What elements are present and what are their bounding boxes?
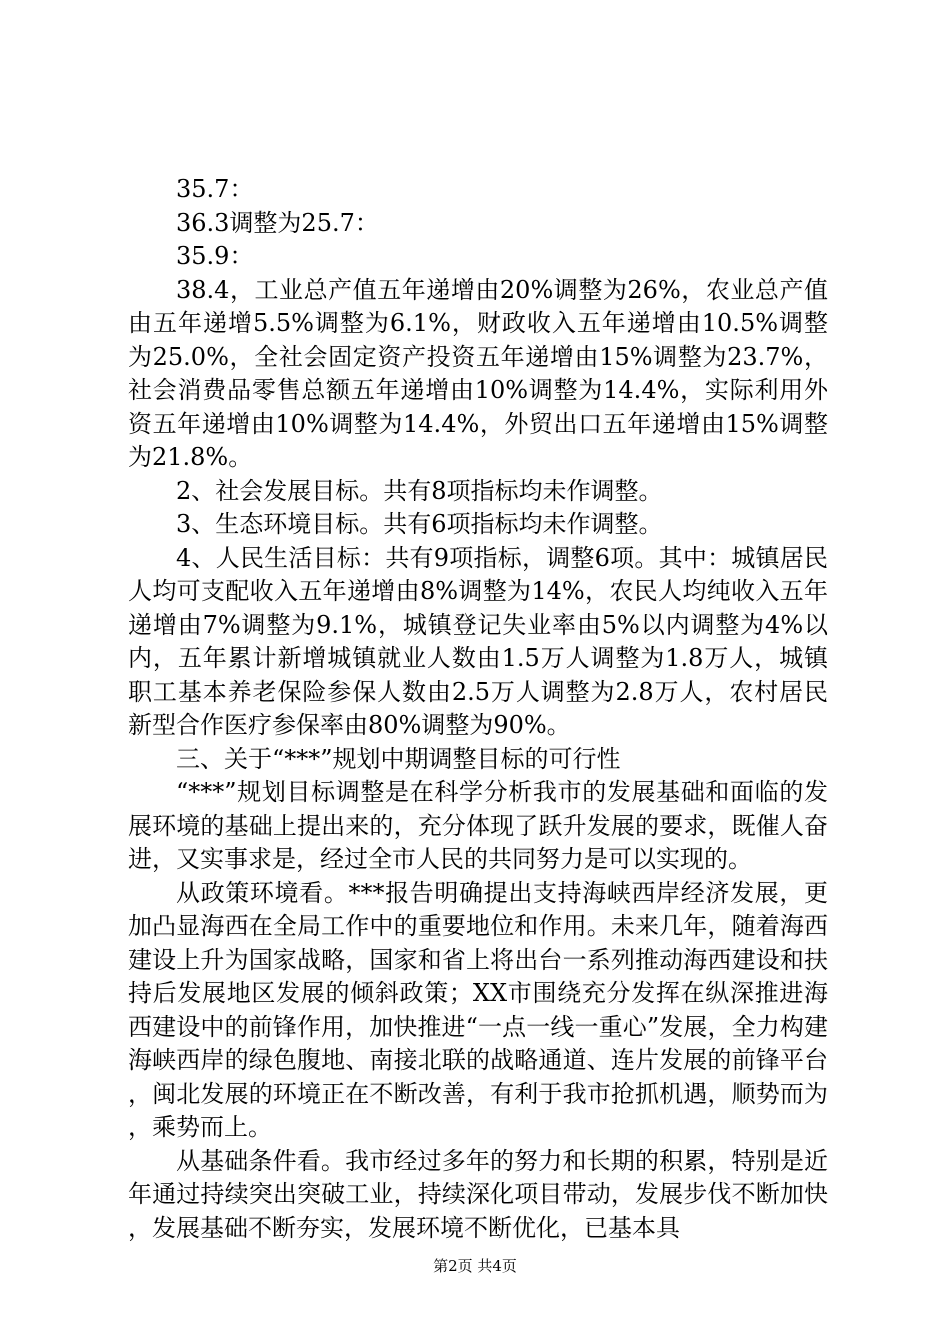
paragraph-3: 35.9： — [176, 242, 254, 270]
paragraph-1: 35.7： — [176, 175, 254, 203]
section-heading: 三、关于“***”规划中期调整目标的可行性 — [176, 744, 621, 773]
document-body — [128, 173, 828, 1245]
paragraph-2: 36.3调整为25.7： — [176, 208, 379, 237]
paragraph-5: 2、社会发展目标。共有8项指标均未作调整。 — [176, 476, 663, 505]
paragraph-6: 3、生态环境目标。共有6项指标均未作调整。 — [176, 510, 663, 538]
paragraph-11: 从基础条件看。我市经过多年的努力和长期的积累，特别是近年通过持续突出突破工业，持续深化项目带动，发展步伐不断加快，发展基础不断夯实，发展环境不断优化，已基本具 — [128, 1146, 828, 1242]
paragraph-4: 38.4，工业总产值五年递增由20%调整为26%，农业总产值由五年递增5.5%调整为6.1%，财政收入五年递增由10.5%调整为25.0%，全社会固定资产投资五年递增由15%调整为23.7%，社会消费品零售总额五年递增由10%调整为14.4%，实际利用外资五年递增由10%调整为14.4%，外贸出口五年递增由15%调整为21.8%。 — [128, 275, 828, 471]
paragraph-9: “***”规划目标调整是在科学分析我市的发展基础和面临的发展环境的基础上提出来的，充分体现了跃升发展的要求，既催人奋进，又实事求是，经过全市人民的共同努力是可以实现的。 — [128, 778, 828, 873]
paragraph-10: 从政策环境看。***报告明确提出支持海峡西岸经济发展，更加凸显海西在全局工作中的重要地位和作用。未来几年，随着海西建设上升为国家战略，国家和省上将出台一系列推动海西建设和扶持后发展地区发展的倾斜政策；XX市围绕充分发挥在纵深推进海西建设中的前锋作用，加快推进“一点一线一重心”发展，全力构建海峡西岸的绿色腹地、南接北联的战略通道、连片发展的前锋平台，闽北发展的环境正在不断改善，有利于我市抢抓机遇，顺势而为，乘势而上。 — [128, 878, 828, 1141]
paragraph-7: 4、人民生活目标：共有9项指标，调整6项。其中：城镇居民人均可支配收入五年递增由8%调整为14%，农民人均纯收入五年递增由7%调整为9.1%，城镇登记失业率由5%以内调整为4%以内，五年累计新增城镇就业人数由1.5万人调整为1.8万人，城镇职工基本养老保险参保人数由2.5万人调整为2.8万人，农村居民新型合作医疗参保率由80%调整为90%。 — [128, 543, 828, 739]
page-footer: 第2页 共4页 — [433, 1257, 517, 1275]
